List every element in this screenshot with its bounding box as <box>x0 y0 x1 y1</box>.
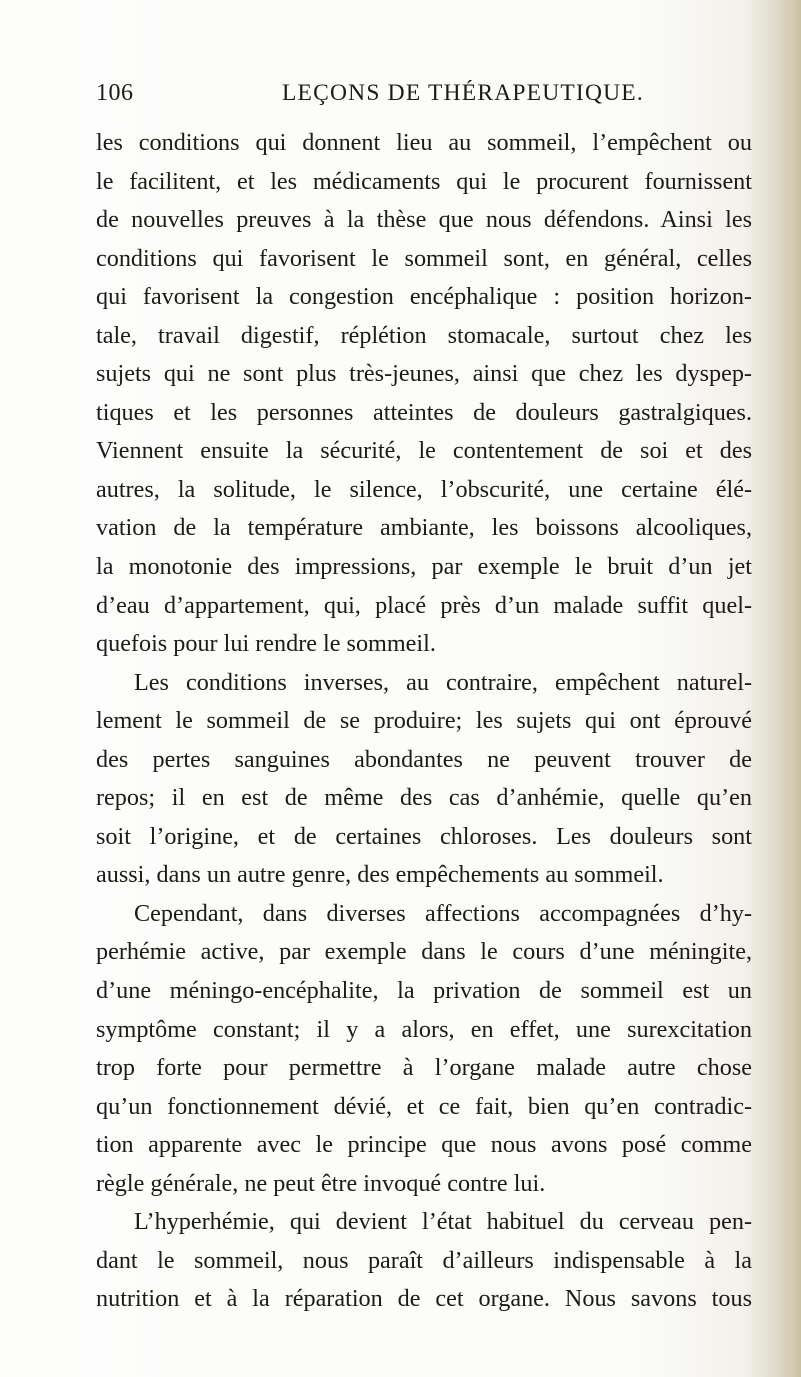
body-text <box>96 124 752 1319</box>
text-line: d’eau d’appartement, qui, placé près d’un malade suffit quel- <box>96 591 752 619</box>
text-line: sujets qui ne sont plus très-jeunes, ainsi que chez les dyspep- <box>96 360 752 388</box>
paragraph-start-line: L’hyperhémie, qui devient l’état habituel du cerveau pen- <box>134 1208 752 1236</box>
text-line: tiques et les personnes atteintes de douleurs gastralgiques. <box>96 398 752 426</box>
text-line: le facilitent, et les médicaments qui le procurent fournissent <box>96 167 752 195</box>
text-line: nutrition et à la réparation de cet organe. Nous savons tous <box>96 1285 752 1313</box>
text-line: tale, travail digestif, réplétion stomacale, surtout chez les <box>96 321 752 349</box>
text-line: qu’un fonctionnement dévié, et ce fait, bien qu’en contradic- <box>96 1092 752 1120</box>
text-line: les conditions qui donnent lieu au sommeil, l’empêchent ou <box>96 129 752 156</box>
paragraph-end-line: règle générale, ne peut être invoqué contre lui. <box>96 1169 546 1197</box>
text-line: symptôme constant; il y a alors, en effet, une surexcitation <box>96 1015 752 1043</box>
paragraph-end-line: quefois pour lui rendre le sommeil. <box>96 630 436 658</box>
text-line: dant le sommeil, nous paraît d’ailleurs indispensable à la <box>96 1246 752 1274</box>
text-line: tion apparente avec le principe que nous avons posé comme <box>96 1131 752 1159</box>
text-line: lement le sommeil de se produire; les sujets qui ont éprouvé <box>96 707 752 735</box>
text-line: qui favorisent la congestion encéphalique : position horizon- <box>96 283 752 311</box>
paragraph-end-line: aussi, dans un autre genre, des empêchements au sommeil. <box>96 861 664 889</box>
text-line: d’une méningo-encéphalite, la privation de sommeil est un <box>96 977 752 1005</box>
text-line: de nouvelles preuves à la thèse que nous défendons. Ainsi les <box>96 206 752 234</box>
page-edge-shadow <box>779 0 801 1377</box>
paragraph-start-line: Cependant, dans diverses affections accompagnées d’hy- <box>134 899 752 927</box>
text-line: la monotonie des impressions, par exemple le bruit d’un jet <box>96 553 752 581</box>
page-number: 106 <box>96 80 134 106</box>
text-line: repos; il en est de même des cas d’anhémie, quelle qu’en <box>96 784 752 812</box>
text-line: des pertes sanguines abondantes ne peuvent trouver de <box>96 745 752 773</box>
running-header <box>96 80 752 116</box>
paragraph-start-line: Les conditions inverses, au contraire, empêchent naturel- <box>134 668 752 696</box>
text-line: soit l’origine, et de certaines chloroses. Les douleurs sont <box>96 822 752 850</box>
running-title: LEÇONS DE THÉRAPEUTIQUE. <box>282 80 644 106</box>
text-line: vation de la température ambiante, les boissons alcooliques, <box>96 514 752 542</box>
text-line: Viennent ensuite la sécurité, le contentement de soi et des <box>96 437 752 465</box>
text-line: perhémie active, par exemple dans le cours d’une méningite, <box>96 938 752 966</box>
text-line: autres, la solitude, le silence, l’obscurité, une certaine élé- <box>96 475 752 503</box>
text-line: trop forte pour permettre à l’organe malade autre chose <box>96 1054 752 1082</box>
text-line: conditions qui favorisent le sommeil sont, en général, celles <box>96 244 752 272</box>
